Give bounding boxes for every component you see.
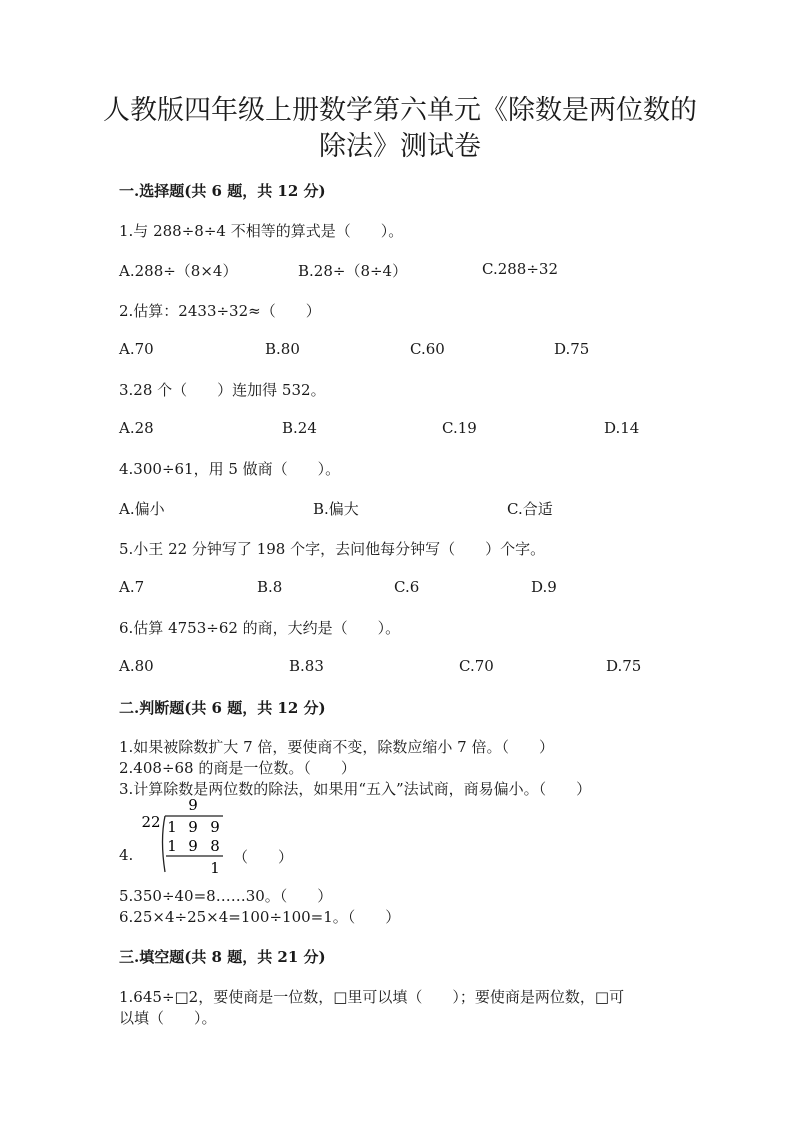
q6-option-d: D.75 [606,657,642,675]
q4-option-b: B.偏大 [313,500,359,518]
judge-item-4-blank: （ ） [233,848,294,866]
fill-item-1-line1: 1.645÷□2，要使商是一位数，□里可以填（ ）；要使商是两位数，□可 [119,988,625,1006]
dividend-digit-3: 9 [210,818,220,836]
product-digit-3: 8 [210,837,220,855]
q6-option-c: C.70 [459,657,494,675]
q5-option-c: C.6 [394,578,420,596]
q3-option-a: A.28 [119,419,154,437]
division-remainder: 1 [210,859,220,877]
q1-option-b: B.28÷（8÷4） [298,262,408,280]
q3-option-d: D.14 [604,419,640,437]
long-division-figure [119,796,309,882]
division-divisor: 22 [141,813,161,831]
judge-item-3: 3.计算除数是两位数的除法，如果用“五入”法试商，商易偏小。（ ） [119,780,592,798]
fill-item-1-line2: 以填（ ）。 [119,1009,217,1027]
judge-item-1: 1.如果被除数扩大 7 倍，要使商不变，除数应缩小 7 倍。（ ） [119,738,554,756]
question-1: 1.与 288÷8÷4 不相等的算式是（ ）。 [119,222,404,240]
q5-option-a: A.7 [119,578,145,596]
judge-item-2: 2.408÷68 的商是一位数。（ ） [119,759,356,777]
q2-option-b: B.80 [265,340,300,358]
division-bracket [163,816,166,872]
judge-item-6: 6.25×4÷25×4=100÷100=1。（ ） [119,908,401,926]
page-title-line1: 人教版四年级上册数学第六单元《除数是两位数的 [103,95,697,126]
judge-item-4-number: 4. [119,846,134,864]
q2-option-a: A.70 [119,340,154,358]
q1-option-a: A.288÷（8×4） [119,262,238,280]
page-title-line2: 除法》测试卷 [319,131,481,162]
question-6: 6.估算 4753÷62 的商，大约是（ ）。 [119,619,401,637]
question-2: 2.估算：2433÷32≈（ ） [119,302,321,320]
question-4: 4.300÷61，用 5 做商（ ）。 [119,460,341,478]
section1-heading: 一.选择题(共 6 题，共 12 分) [119,182,326,200]
product-digit-2: 9 [188,837,198,855]
q3-option-b: B.24 [282,419,317,437]
q4-option-c: C.合适 [507,500,553,518]
section2-heading: 二.判断题(共 6 题，共 12 分) [119,699,326,717]
q1-option-c: C.288÷32 [482,260,558,278]
section3-heading: 三.填空题(共 8 题，共 21 分) [119,948,326,966]
division-quotient: 9 [188,796,198,814]
q5-option-d: D.9 [531,578,557,596]
q6-option-a: A.80 [119,657,154,675]
q3-option-c: C.19 [442,419,477,437]
dividend-digit-1: 1 [167,818,177,836]
q2-option-d: D.75 [554,340,590,358]
dividend-digit-2: 9 [188,818,198,836]
product-digit-1: 1 [167,837,177,855]
q5-option-b: B.8 [257,578,283,596]
question-5: 5.小王 22 分钟写了 198 个字，去问他每分钟写（ ）个字。 [119,540,546,558]
judge-item-5: 5.350÷40=8……30。（ ） [119,887,333,905]
q2-option-c: C.60 [410,340,445,358]
q4-option-a: A.偏小 [119,500,165,518]
long-division-diagram [119,796,309,882]
question-3: 3.28 个（ ）连加得 532。 [119,381,326,399]
q6-option-b: B.83 [289,657,324,675]
